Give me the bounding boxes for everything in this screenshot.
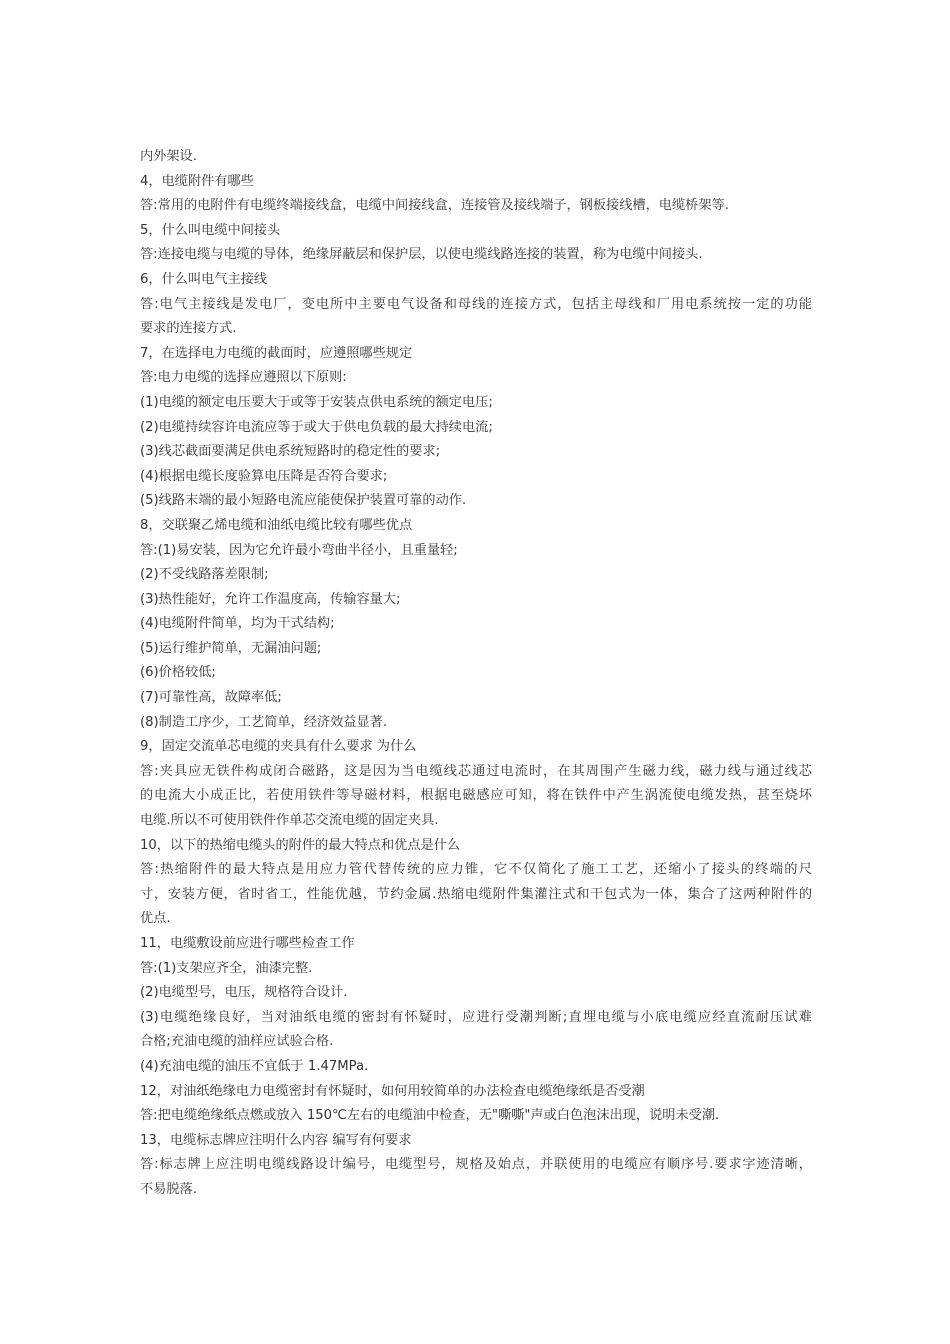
list-item: (8)制造工序少，工艺简单，经济效益显著. xyxy=(140,714,388,730)
list-item: (3)线芯截面要满足供电系统短路时的稳定性的要求; xyxy=(140,444,441,460)
question-heading: 9，固定交流单芯电缆的夹具有什么要求 为什么 xyxy=(140,739,417,755)
question-heading: 4，电缆附件有哪些 xyxy=(140,173,254,189)
question-heading: 6，什么叫电气主接线 xyxy=(140,271,268,287)
answer-line: 答:电力电缆的选择应遵照以下原则: xyxy=(140,370,347,386)
answer-line: 答:(1)易安装，因为它允许最小弯曲半径小，且重量轻; xyxy=(140,542,458,558)
question-heading: 12，对油纸绝缘电力电缆密封有怀疑时，如何用较简单的办法检查电缆绝缘纸是否受潮 xyxy=(140,1083,645,1099)
answer-line: 答:把电缆绝缘纸点燃或放入 150℃左右的电缆油中检查，无"嘶嘶"声或白色泡沫出现，说明未受潮. xyxy=(140,1108,720,1124)
question-heading: 8，交联聚乙烯电缆和油纸电缆比较有哪些优点 xyxy=(140,517,413,533)
question-heading: 7，在选择电力电缆的截面时，应遵照哪些规定 xyxy=(140,345,413,361)
question-heading: 5，什么叫电缆中间接头 xyxy=(140,222,281,238)
answer-line: 答:标志牌上应注明电缆线路设计编号，电缆型号，规格及始点，并联使用的电缆应有顺序号.要求字迹清晰， xyxy=(140,1157,812,1173)
answer-line: 的电流大小成正比，若使用铁件等导磁材料，根据电磁感应可知，将在铁件中产生涡流使电缆发热，甚至烧坏 xyxy=(140,788,812,804)
answer-line: 答:热缩附件的最大特点是用应力管代替传统的应力锥，它不仅简化了施工工艺，还缩小了接头的终端的尺 xyxy=(140,862,812,878)
answer-line: 优点. xyxy=(140,911,171,927)
list-item: (2)电缆持续容许电流应等于或大于供电负载的最大持续电流; xyxy=(140,419,493,435)
answer-line: 寸，安装方便，省时省工，性能优越，节约金属.热缩电缆附件集灌注式和干包式为一体，集合了这两种附件的 xyxy=(140,886,812,902)
question-heading: 11，电缆敷设前应进行哪些检查工作 xyxy=(140,936,355,951)
question-heading: 13，电缆标志牌应注明什么内容 编写有何要求 xyxy=(140,1132,412,1148)
answer-line: 答:常用的电附件有电缆终端接线盒，电缆中间接线盒，连接管及接线端子，钢板接线槽，电缆桥架等. xyxy=(140,198,729,214)
answer-line: 不易脱落. xyxy=(140,1181,197,1197)
document-body xyxy=(140,145,812,1203)
answer-line: 电缆.所以不可使用铁件作单芯交流电缆的固定夹具. xyxy=(140,813,439,829)
list-item: (2)电缆型号，电压，规格符合设计. xyxy=(140,985,348,1001)
text-line: 内外架设. xyxy=(140,149,197,164)
list-item: (6)价格较低; xyxy=(140,665,216,681)
list-item: (7)可靠性高，故障率低; xyxy=(140,690,282,706)
list-item: (5)线路末端的最小短路电流应能使保护装置可靠的动作. xyxy=(140,493,467,509)
list-item: (5)运行维护简单，无漏油问题; xyxy=(140,640,322,656)
list-item: (3)电缆绝缘良好，当对油纸电缆的密封有怀疑时，应进行受潮判断;直埋电缆与小底电缆应经直流耐压试难 xyxy=(140,1009,812,1025)
list-item: (4)电缆附件简单，均为干式结构; xyxy=(140,616,335,632)
answer-line: 要求的连接方式. xyxy=(140,321,237,337)
list-item: (4)充油电缆的油压不宜低于 1.47MPa. xyxy=(140,1058,369,1074)
question-heading: 10，以下的热缩电缆头的附件的最大特点和优点是什么 xyxy=(140,837,461,853)
list-item: (1)电缆的额定电压要大于或等于安装点供电系统的额定电压; xyxy=(140,394,493,410)
answer-line: 答:连接电缆与电缆的导体，绝缘屏蔽层和保护层，以使电缆线路连接的装置，称为电缆中间接头. xyxy=(140,247,703,263)
answer-line: 答:电气主接线是发电厂，变电所中主要电气设备和母线的连接方式，包括主母线和厂用电系统按一定的功能 xyxy=(140,296,812,312)
list-item: (2)不受线路落差限制; xyxy=(140,567,269,583)
list-item: (4)根据电缆长度验算电压降是否符合要求; xyxy=(140,468,388,484)
list-item: (3)热性能好，允许工作温度高，传输容量大; xyxy=(140,591,401,607)
list-item: 合格;充油电缆的油样应试验合格. xyxy=(140,1034,334,1050)
answer-line: 答:夹具应无铁件构成闭合磁路，这是因为当电缆线芯通过电流时，在其周围产生磁力线，磁力线与通过线芯 xyxy=(140,763,812,779)
answer-line: 答:(1)支架应齐全，油漆完整. xyxy=(140,960,313,976)
